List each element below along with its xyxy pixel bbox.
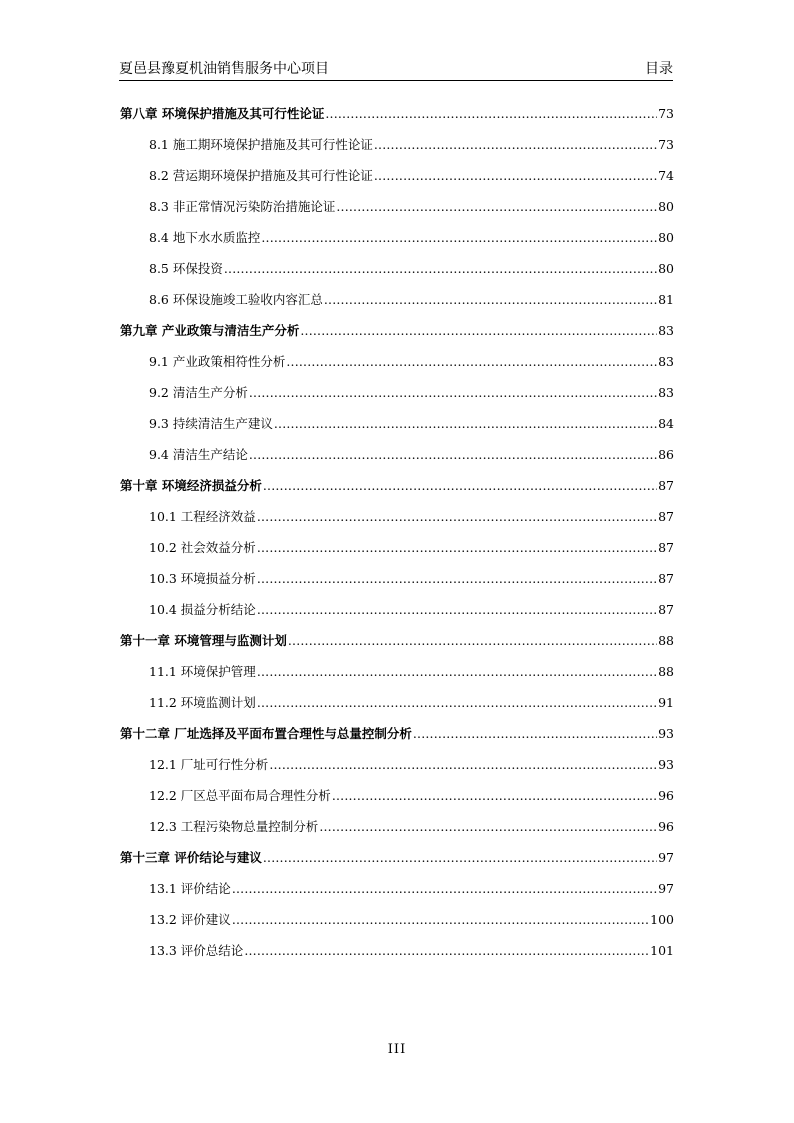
toc-chapter-entry[interactable] <box>120 470 674 501</box>
toc-section-entry[interactable] <box>120 284 674 315</box>
toc-entry-label: 10.2 社会效益分析 <box>149 539 256 555</box>
toc-entry-label: 9.1 产业政策相符性分析 <box>149 353 286 369</box>
toc-leader-dots <box>413 726 657 742</box>
toc-entry-page: 80 <box>658 229 674 245</box>
toc-leader-dots <box>257 602 657 618</box>
toc-entry-label: 12.3 工程污染物总量控制分析 <box>149 818 319 834</box>
toc-entry-page: 91 <box>658 694 674 710</box>
toc-section-entry[interactable] <box>120 780 674 811</box>
toc-entry-page: 88 <box>658 632 674 648</box>
toc-entry-page: 96 <box>658 818 674 834</box>
document-title: 夏邑县豫夏机油销售服务中心项目 <box>119 61 329 77</box>
toc-entry-page: 73 <box>658 136 674 152</box>
toc-entry-label: 13.3 评价总结论 <box>149 942 244 958</box>
toc-section-entry[interactable] <box>120 904 674 935</box>
toc-entry-page: 86 <box>658 446 674 462</box>
toc-leader-dots <box>257 695 657 711</box>
toc-entry-page: 100 <box>650 911 674 927</box>
toc-entry-label: 12.1 厂址可行性分析 <box>149 756 269 772</box>
toc-entry-page: 93 <box>658 725 674 741</box>
toc-entry-label: 第十二章 厂址选择及平面布置合理性与总量控制分析 <box>120 725 412 741</box>
toc-section-entry[interactable] <box>120 532 674 563</box>
toc-entry-page: 83 <box>658 384 674 400</box>
toc-chapter-entry[interactable] <box>120 718 674 749</box>
toc-leader-dots <box>263 850 657 866</box>
toc-entry-label: 12.2 厂区总平面布局合理性分析 <box>149 787 331 803</box>
toc-leader-dots <box>300 323 657 339</box>
toc-section-entry[interactable] <box>120 129 674 160</box>
toc-entry-page: 87 <box>658 477 674 493</box>
toc-section-entry[interactable] <box>120 873 674 904</box>
toc-section-entry[interactable] <box>120 687 674 718</box>
toc-section-entry[interactable] <box>120 501 674 532</box>
toc-leader-dots <box>249 447 657 463</box>
toc-entry-page: 84 <box>658 415 674 431</box>
toc-entry-label: 9.2 清洁生产分析 <box>149 384 248 400</box>
toc-entry-page: 83 <box>658 322 674 338</box>
toc-section-entry[interactable] <box>120 408 674 439</box>
toc-leader-dots <box>257 540 657 556</box>
toc-section-entry[interactable] <box>120 253 674 284</box>
toc-section-entry[interactable] <box>120 563 674 594</box>
toc-leader-dots <box>244 943 649 959</box>
toc-chapter-entry[interactable] <box>120 842 674 873</box>
page-header <box>119 56 673 81</box>
toc-section-entry[interactable] <box>120 191 674 222</box>
toc-entry-label: 13.1 评价结论 <box>149 880 231 896</box>
toc-entry-label: 13.2 评价建议 <box>149 911 231 927</box>
toc-entry-page: 83 <box>658 353 674 369</box>
toc-entry-label: 8.4 地下水水质监控 <box>149 229 261 245</box>
toc-leader-dots <box>332 788 657 804</box>
toc-section-entry[interactable] <box>120 811 674 842</box>
toc-entry-label: 第十章 环境经济损益分析 <box>120 477 262 493</box>
toc-entry-label: 10.4 损益分析结论 <box>149 601 256 617</box>
toc-entry-page: 80 <box>658 260 674 276</box>
toc-leader-dots <box>374 168 657 184</box>
toc-leader-dots <box>224 261 657 277</box>
toc-chapter-entry[interactable] <box>120 315 674 346</box>
toc-entry-page: 74 <box>658 167 674 183</box>
toc-section-entry[interactable] <box>120 935 674 966</box>
toc-entry-page: 101 <box>650 942 674 958</box>
toc-leader-dots <box>286 354 657 370</box>
toc-entry-label: 9.4 清洁生产结论 <box>149 446 248 462</box>
toc-leader-dots <box>261 230 657 246</box>
toc-section-entry[interactable] <box>120 656 674 687</box>
toc-entry-page: 80 <box>658 198 674 214</box>
toc-entry-label: 第九章 产业政策与清洁生产分析 <box>120 322 300 338</box>
toc-entry-page: 96 <box>658 787 674 803</box>
toc-entry-label: 11.1 环境保护管理 <box>149 663 256 679</box>
toc-leader-dots <box>374 137 657 153</box>
toc-leader-dots <box>325 106 657 122</box>
toc-entry-label: 11.2 环境监测计划 <box>149 694 256 710</box>
toc-section-entry[interactable] <box>120 377 674 408</box>
toc-entry-label: 10.1 工程经济效益 <box>149 508 256 524</box>
toc-entry-page: 87 <box>658 601 674 617</box>
toc-chapter-entry[interactable] <box>120 98 674 129</box>
toc-entry-page: 87 <box>658 539 674 555</box>
toc-entry-label: 10.3 环境损益分析 <box>149 570 256 586</box>
toc-entry-page: 87 <box>658 570 674 586</box>
toc-leader-dots <box>288 633 657 649</box>
toc-entry-page: 81 <box>658 291 674 307</box>
toc-entry-page: 93 <box>658 756 674 772</box>
toc-leader-dots <box>263 478 657 494</box>
toc-entry-label: 第十三章 评价结论与建议 <box>120 849 262 865</box>
toc-entry-label: 8.2 营运期环境保护措施及其可行性论证 <box>149 167 373 183</box>
toc-entry-page: 88 <box>658 663 674 679</box>
toc-entry-label: 8.3 非正常情况污染防治措施论证 <box>149 198 336 214</box>
toc-leader-dots <box>257 664 657 680</box>
toc-entry-label: 8.5 环保投资 <box>149 260 223 276</box>
section-label: 目录 <box>645 61 673 77</box>
toc-leader-dots <box>257 571 657 587</box>
toc-leader-dots <box>319 819 657 835</box>
toc-entry-label: 8.1 施工期环境保护措施及其可行性论证 <box>149 136 373 152</box>
toc-leader-dots <box>232 912 649 928</box>
toc-entry-page: 97 <box>658 880 674 896</box>
toc-chapter-entry[interactable] <box>120 625 674 656</box>
toc-entry-page: 87 <box>658 508 674 524</box>
toc-entry-label: 9.3 持续清洁生产建议 <box>149 415 273 431</box>
toc-entry-page: 73 <box>658 105 674 121</box>
page-number: III <box>387 1042 407 1057</box>
toc-entry-label: 第十一章 环境管理与监测计划 <box>120 632 287 648</box>
toc-section-entry[interactable] <box>120 749 674 780</box>
toc-leader-dots <box>324 292 657 308</box>
toc-entry-page: 97 <box>658 849 674 865</box>
toc-section-entry[interactable] <box>120 160 674 191</box>
toc-section-entry[interactable] <box>120 594 674 625</box>
toc-leader-dots <box>249 385 657 401</box>
toc-section-entry[interactable] <box>120 439 674 470</box>
toc-leader-dots <box>269 757 657 773</box>
toc-leader-dots <box>274 416 657 432</box>
toc-entry-label: 8.6 环保设施竣工验收内容汇总 <box>149 291 323 307</box>
toc-entry-label: 第八章 环境保护措施及其可行性论证 <box>120 105 325 121</box>
toc-section-entry[interactable] <box>120 346 674 377</box>
toc-section-entry[interactable] <box>120 222 674 253</box>
toc-leader-dots <box>257 509 657 525</box>
toc-leader-dots <box>336 199 657 215</box>
toc-leader-dots <box>232 881 657 897</box>
